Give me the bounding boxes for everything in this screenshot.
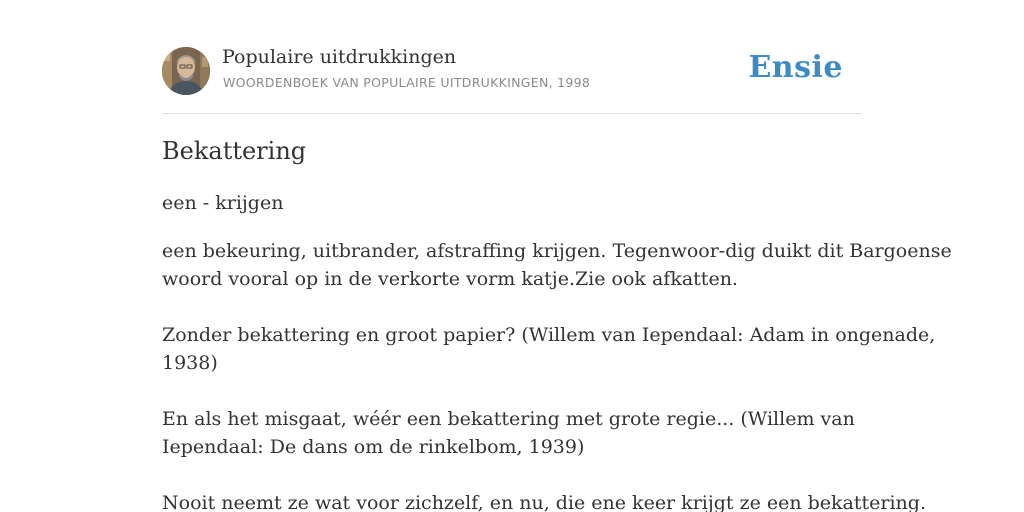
body-line: woord vooral op in de verkorte vorm katje.Zie ook afkatten. [162,268,738,290]
source-title[interactable]: WOORDENBOEK VAN POPULAIRE UITDRUKKINGEN, 1998 [223,75,591,90]
paragraph-gap [162,377,862,405]
entry-body [162,237,952,512]
body-line: En als het misgaat, wéér een bekattering met grote regie... (Willem van [162,408,855,430]
author-name[interactable]: Populaire uitdrukkingen [222,46,457,68]
entry-header [162,0,862,114]
page-container [162,0,952,512]
body-line: Nooit neemt ze wat voor zichzelf, en nu, die ene keer krijgt ze een bekattering. [162,492,926,512]
author-avatar[interactable] [162,47,210,95]
paragraph-gap [162,461,862,489]
ensie-logo[interactable]: Ensie [748,50,843,85]
entry-subtitle: een - krijgen [162,192,284,214]
body-line: Zonder bekattering en groot papier? (Willem van Iependaal: Adam in ongenade, [162,324,936,346]
body-line: Iependaal: De dans om de rinkelbom, 1939) [162,436,585,458]
body-line: 1938) [162,352,218,374]
paragraph-gap [162,293,862,321]
avatar-portrait-icon [162,47,210,95]
body-line: een bekeuring, uitbrander, afstraffing krijgen. Tegenwoor-dig duikt dit Bargoense [162,240,952,262]
entry-title: Bekattering [162,137,307,165]
